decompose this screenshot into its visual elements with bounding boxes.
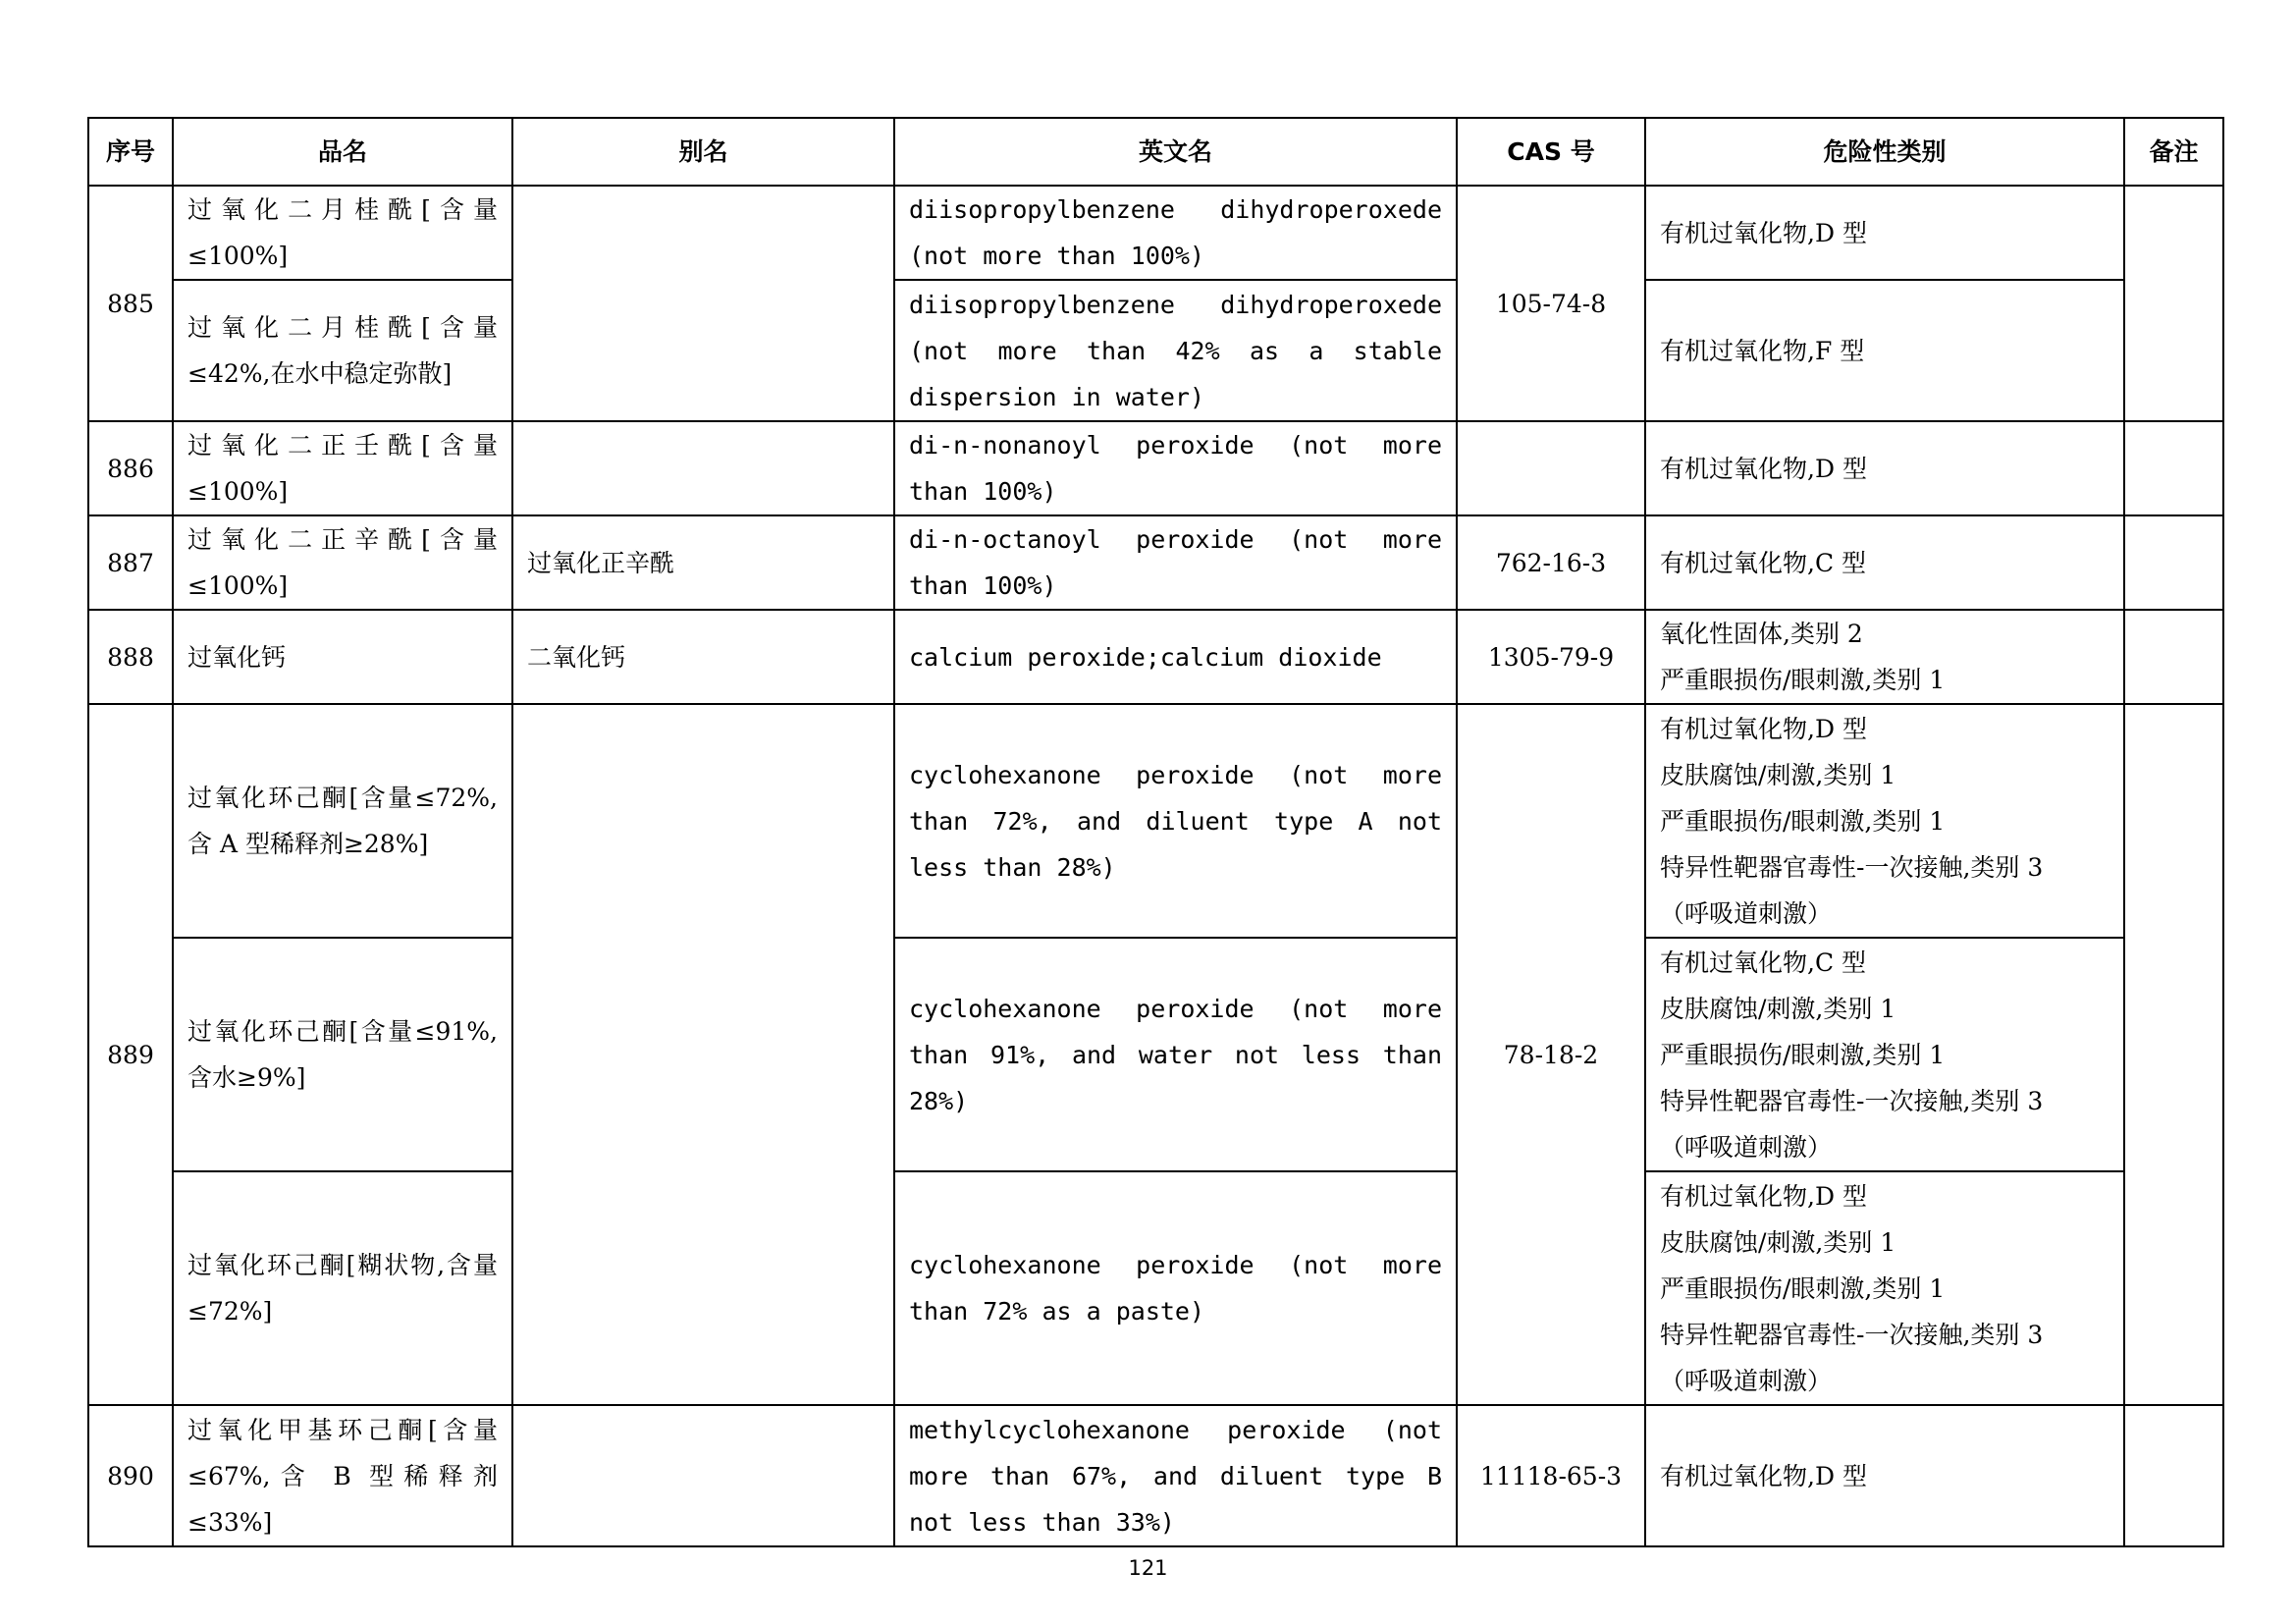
row-no: 890 <box>88 1405 173 1546</box>
hazard-line: 皮肤腐蚀/刺激,类别 1 <box>1660 994 1896 1023</box>
row-name: 过氧化二正辛酰[含量≤100%] <box>173 515 512 610</box>
row-remark <box>2124 515 2223 610</box>
row-no: 886 <box>88 421 173 515</box>
hazard-line: 严重眼损伤/眼刺激,类别 1 <box>1660 806 1946 836</box>
row-english: di-n-octanoyl peroxide (not more than 100%) <box>894 515 1457 610</box>
hazard-line: 特异性靶器官毒性-一次接触,类别 3 <box>1660 852 2044 882</box>
row-hazard <box>1645 1171 2124 1405</box>
row-name: 过氧化二月桂酰[含量≤42%,在水中稳定弥散] <box>173 280 512 421</box>
row-english: cyclohexanone peroxide (not more than 72%, and diluent type A not less than 28%) <box>894 704 1457 938</box>
hazard-line: 有机过氧化物,D 型 <box>1660 1181 1867 1211</box>
table-row <box>88 938 2223 1171</box>
row-hazard <box>1645 421 2124 515</box>
row-english: di-n-nonanoyl peroxide (not more than 100%) <box>894 421 1457 515</box>
hazard-line: （呼吸道刺激） <box>1660 1366 1833 1395</box>
row-english: diisopropylbenzene dihydroperoxede (not more than 42% as a stable dispersion in water) <box>894 280 1457 421</box>
hazard-line: 有机过氧化物,C 型 <box>1660 947 1867 977</box>
row-alias: 过氧化正辛酰 <box>512 515 894 610</box>
hazard-line: （呼吸道刺激） <box>1660 1132 1833 1162</box>
hazard-line: 有机过氧化物,D 型 <box>1660 218 1867 247</box>
row-name: 过氧化环己酮[糊状物,含量≤72%] <box>173 1171 512 1405</box>
table-row <box>88 515 2223 610</box>
row-name: 过氧化环己酮[含量≤91%,含水≥9%] <box>173 938 512 1171</box>
hazard-line: 严重眼损伤/眼刺激,类别 1 <box>1660 666 1946 694</box>
row-name: 过氧化钙 <box>173 610 512 704</box>
header-alias: 别名 <box>512 118 894 186</box>
hazard-line: 有机过氧化物,C 型 <box>1660 548 1867 577</box>
row-hazard <box>1645 610 2124 704</box>
hazard-line: 有机过氧化物,D 型 <box>1660 454 1867 483</box>
row-alias <box>512 421 894 515</box>
row-remark <box>2124 1405 2223 1546</box>
hazard-line: 有机过氧化物,D 型 <box>1660 1461 1867 1490</box>
hazard-line: 皮肤腐蚀/刺激,类别 1 <box>1660 1227 1896 1257</box>
hazard-line: 有机过氧化物,F 型 <box>1660 336 1865 365</box>
row-name: 过氧化二月桂酰[含量≤100%] <box>173 186 512 280</box>
hazard-line: 有机过氧化物,D 型 <box>1660 714 1867 743</box>
row-hazard <box>1645 280 2124 421</box>
table-row <box>88 1405 2223 1546</box>
table-header-row <box>88 118 2223 186</box>
row-remark <box>2124 421 2223 515</box>
table-row <box>88 280 2223 421</box>
hazard-line: 严重眼损伤/眼刺激,类别 1 <box>1660 1273 1946 1303</box>
row-cas: 11118-65-3 <box>1457 1405 1645 1546</box>
header-hazard: 危险性类别 <box>1645 118 2124 186</box>
hazard-line: 严重眼损伤/眼刺激,类别 1 <box>1660 1040 1946 1069</box>
row-no: 887 <box>88 515 173 610</box>
row-no: 889 <box>88 704 173 1405</box>
table-row <box>88 421 2223 515</box>
hazard-line: 特异性靶器官毒性-一次接触,类别 3 <box>1660 1086 2044 1115</box>
table-row <box>88 1171 2223 1405</box>
hazard-line: （呼吸道刺激） <box>1660 898 1833 928</box>
row-hazard <box>1645 1405 2124 1546</box>
row-no: 885 <box>88 186 173 421</box>
row-name: 过氧化二正壬酰[含量≤100%] <box>173 421 512 515</box>
hazard-line: 皮肤腐蚀/刺激,类别 1 <box>1660 760 1896 789</box>
hazard-line: 特异性靶器官毒性-一次接触,类别 3 <box>1660 1320 2044 1349</box>
row-english: diisopropylbenzene dihydroperoxede (not more than 100%) <box>894 186 1457 280</box>
row-hazard <box>1645 186 2124 280</box>
row-cas: 105-74-8 <box>1457 186 1645 421</box>
row-remark <box>2124 610 2223 704</box>
row-alias <box>512 186 894 421</box>
row-alias: 二氧化钙 <box>512 610 894 704</box>
table-row <box>88 186 2223 280</box>
row-name: 过氧化环己酮[含量≤72%,含 A 型稀释剂≥28%] <box>173 704 512 938</box>
row-hazard <box>1645 704 2124 938</box>
row-remark <box>2124 186 2223 421</box>
table-row <box>88 610 2223 704</box>
row-alias <box>512 1405 894 1546</box>
header-remark: 备注 <box>2124 118 2223 186</box>
chemical-table <box>87 117 2224 1547</box>
row-english: methylcyclohexanone peroxide (not more than 67%, and diluent type B not less than 33%) <box>894 1405 1457 1546</box>
header-cas: CAS 号 <box>1457 118 1645 186</box>
row-cas: 1305-79-9 <box>1457 610 1645 704</box>
header-name: 品名 <box>173 118 512 186</box>
row-cas: 78-18-2 <box>1457 704 1645 1405</box>
row-hazard <box>1645 938 2124 1171</box>
row-remark <box>2124 704 2223 1405</box>
hazard-line: 氧化性固体,类别 2 <box>1660 620 1863 648</box>
row-cas: 762-16-3 <box>1457 515 1645 610</box>
page-number: 121 <box>1128 1556 1168 1580</box>
table-row <box>88 704 2223 938</box>
row-name: 过氧化甲基环己酮[含量≤67%,含 B 型稀释剂≤33%] <box>173 1405 512 1546</box>
header-no: 序号 <box>88 118 173 186</box>
row-english: calcium peroxide;calcium dioxide <box>894 610 1457 704</box>
row-english: cyclohexanone peroxide (not more than 72% as a paste) <box>894 1171 1457 1405</box>
row-english: cyclohexanone peroxide (not more than 91%, and water not less than 28%) <box>894 938 1457 1171</box>
row-cas <box>1457 421 1645 515</box>
row-alias <box>512 704 894 1405</box>
row-no: 888 <box>88 610 173 704</box>
row-hazard <box>1645 515 2124 610</box>
header-english: 英文名 <box>894 118 1457 186</box>
